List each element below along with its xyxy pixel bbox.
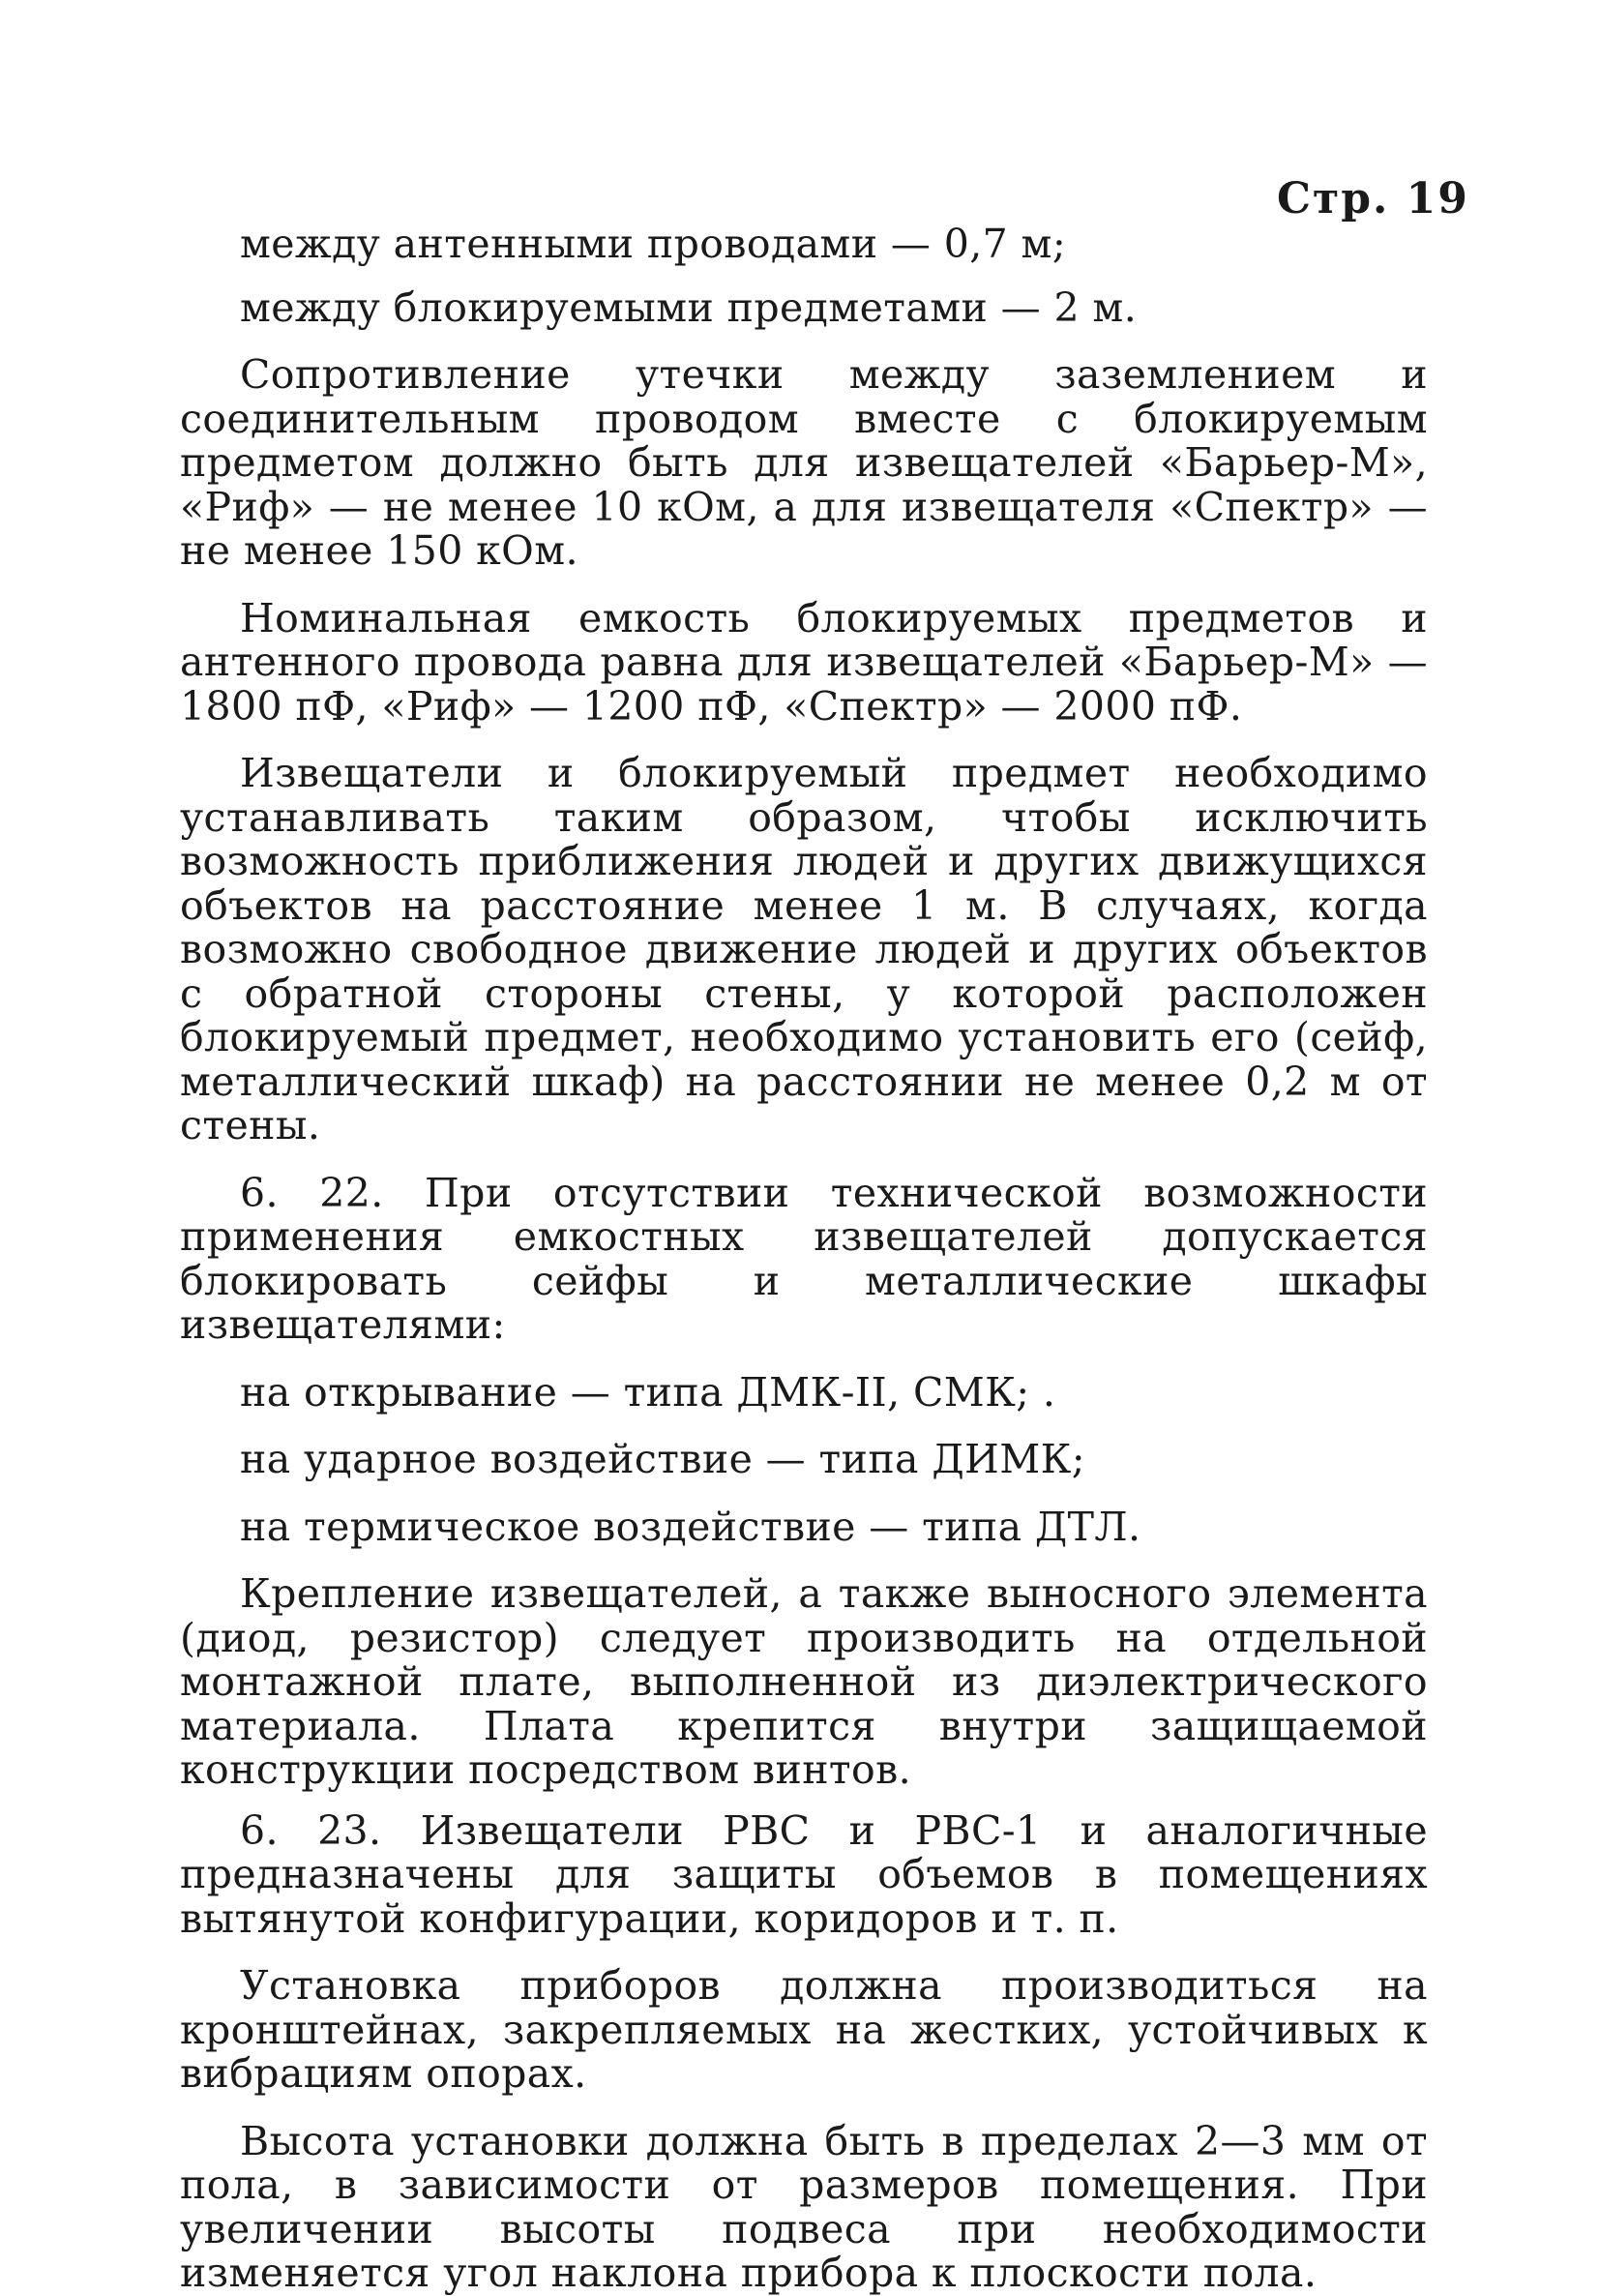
distance-antenna-wires: между антенными проводами — 0,7 м; — [240, 221, 1067, 267]
paragraph-6-23: 6. 23. Извещатели РВС и РВС-1 и аналогичные предназначены для защиты объемов в помещениях вытянутой конфигурации, коридоров и т. п. — [180, 1806, 1428, 1942]
paragraph-leakage-resistance: Сопротивление утечки между заземлением и соединительным проводом вместе с блокируемым предметом должно быть для извещателей «Барьер-М», «Риф» — не менее 10 кОм, а для извещателя «Спектр» — не менее 150 кОм. — [180, 351, 1428, 574]
paragraph-nominal-capacitance: Номинальная емкость блокируемых предметов и антенного провода равна для извещателей «Барьер-М» — 1800 пФ, «Риф» — 1200 пФ, «Спектр» — 2000 пФ. — [180, 594, 1428, 730]
distance-blocked-objects: между блокируемыми предметами — 2 м. — [240, 283, 1138, 331]
paragraph-installation-height: Высота установки должна быть в пределах 2—3 мм от пола, в зависимости от размеров помещения. При увеличении высоты подвеса при необходимости изменяется угол наклона прибора к плоскости пола. — [180, 2117, 1428, 2296]
document-body — [180, 223, 1428, 2296]
paragraph-mounting-plate: Крепление извещателей, а также выносного элемента (диод, резистор) следует производить на отдельной монтажной плате, выполненной из диэлектрического материала. Плата крепится внутри защищаемой конструкции посредством винтов. — [180, 1570, 1428, 1793]
list-item-thermal: на термическое воздействие — типа ДТЛ. — [240, 1503, 1141, 1550]
paragraph-6-22: 6. 22. При отсутствии технической возможности применения емкостных извещателей допускается блокировать сейфы и металлические шкафы извещателями: — [180, 1169, 1428, 1348]
paragraph-installation-distance: Извещатели и блокируемый предмет необходимо устанавливать таким образом, чтобы исключить возможность приближения людей и других движущихся объектов на расстояние менее 1 м. В случаях, когда возможно свободное движение людей и других объектов с обратной стороны стены, у которой расположен блокируемый предмет, необходимо установить его (сейф, металлический шкаф) на расстоянии не менее 0,2 м от стены. — [180, 750, 1428, 1148]
list-item-opening: на открывание — типа ДМК-II, СМК; . — [240, 1368, 1056, 1416]
list-item-impact: на ударное воздействие — типа ДИМК; — [240, 1436, 1085, 1482]
page-number: Стр. 19 — [1277, 174, 1469, 224]
paragraph-bracket-installation: Установка приборов должна производиться на кронштейнах, закрепляемых на жестких, устойчивых к вибрациям опорах. — [180, 1962, 1428, 2097]
